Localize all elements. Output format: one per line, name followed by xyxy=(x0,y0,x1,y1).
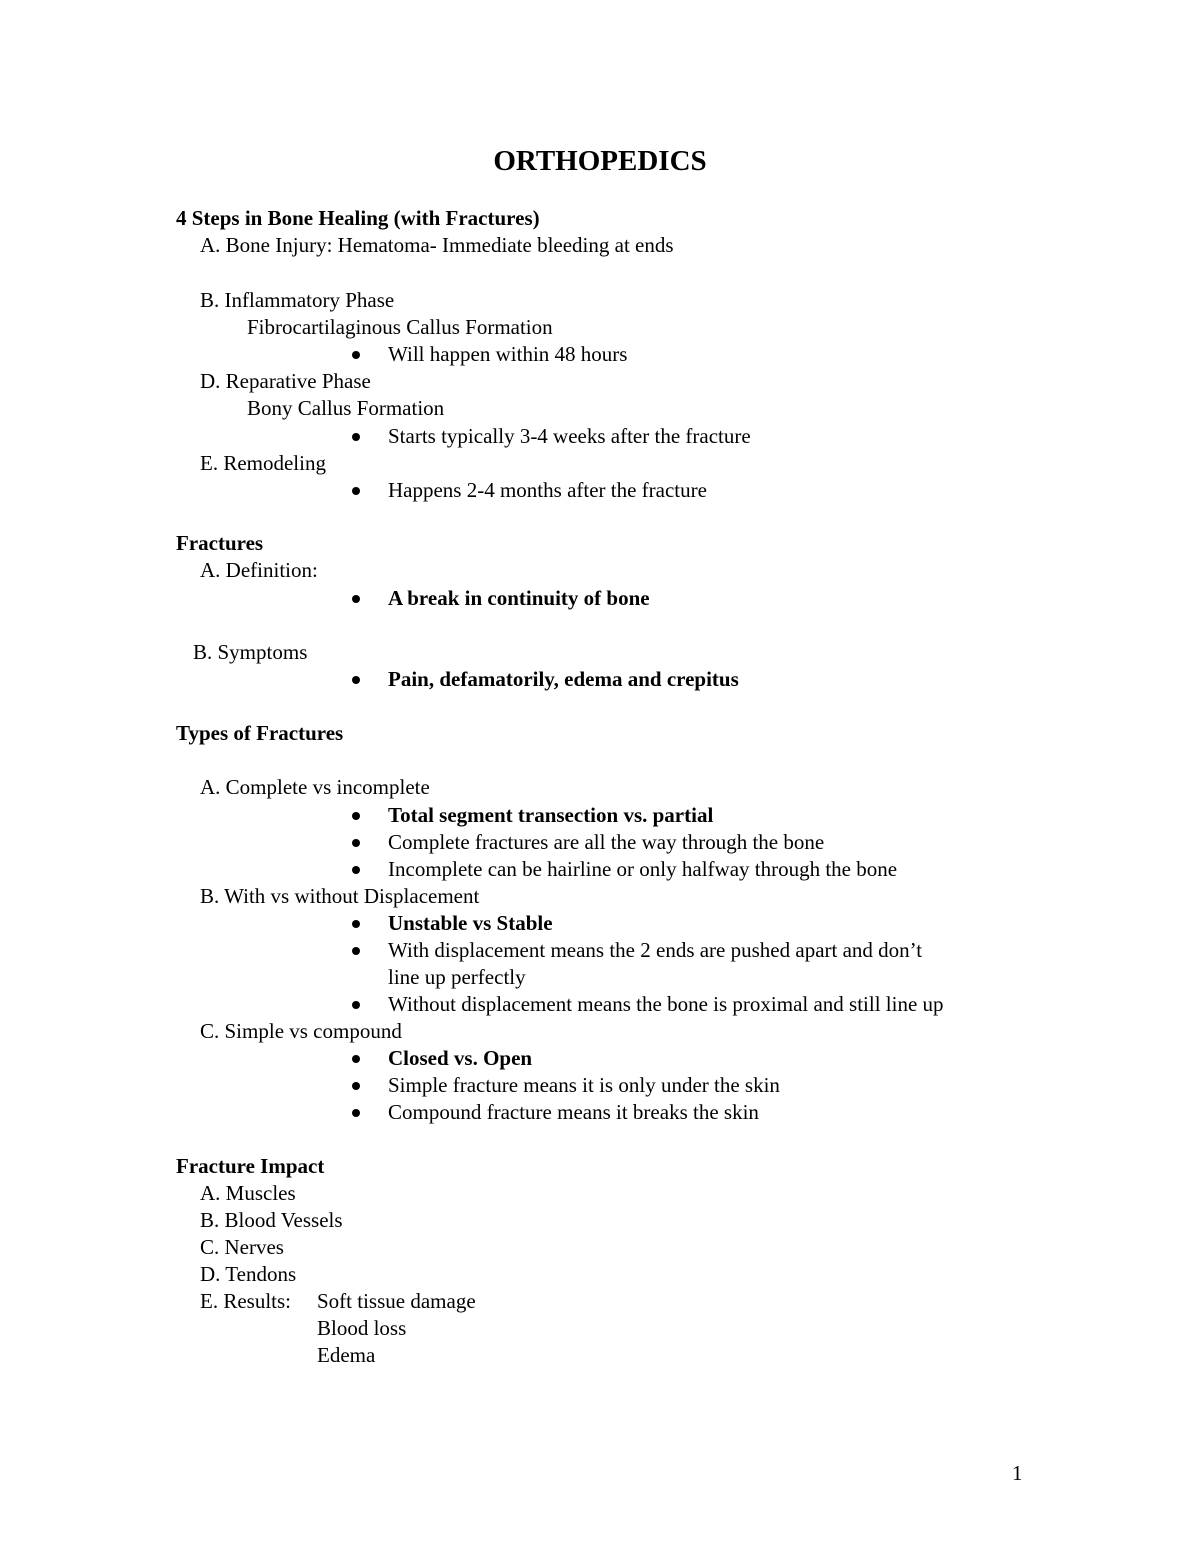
healing-item-d-subtitle: Bony Callus Formation xyxy=(247,396,445,420)
bullet-icon xyxy=(352,1055,360,1063)
types-item-c-bullet: Simple fracture means it is only under the skin xyxy=(388,1073,780,1097)
bullet-icon xyxy=(352,1082,360,1090)
bullet-icon xyxy=(352,595,360,603)
impact-result: Edema xyxy=(317,1343,376,1367)
bullet-icon xyxy=(352,839,360,847)
bullet-icon xyxy=(352,866,360,874)
impact-item: C. Nerves xyxy=(200,1235,284,1259)
fractures-item-a: A. Definition: xyxy=(200,558,318,582)
impact-item-e-label: E. Results: xyxy=(200,1289,292,1313)
page-title: ORTHOPEDICS xyxy=(493,145,707,177)
fractures-item-b-bullet: Pain, defamatorily, edema and crepitus xyxy=(388,667,739,691)
types-item-b-bullet: With displacement means the 2 ends are pushed apart and don’t xyxy=(388,938,923,962)
healing-item-d-bullet: Starts typically 3-4 weeks after the fracture xyxy=(388,424,751,448)
types-item-a: A. Complete vs incomplete xyxy=(200,775,430,799)
bullet-icon xyxy=(352,1109,360,1117)
healing-item-b-bullet: Will happen within 48 hours xyxy=(388,342,628,366)
impact-result: Blood loss xyxy=(317,1316,407,1340)
types-item-b-bullet: Unstable vs Stable xyxy=(388,911,553,935)
types-item-c-bullet: Compound fracture means it breaks the skin xyxy=(388,1100,759,1124)
section-heading-fractures: Fractures xyxy=(176,531,264,555)
healing-item-e: E. Remodeling xyxy=(200,451,326,475)
page-number: 1 xyxy=(1012,1461,1023,1485)
impact-item: A. Muscles xyxy=(200,1181,296,1205)
types-item-b-bullet: Without displacement means the bone is proximal and still line up xyxy=(388,992,944,1016)
section-heading-types: Types of Fractures xyxy=(176,721,344,745)
section-heading-impact: Fracture Impact xyxy=(176,1154,325,1178)
bullet-icon xyxy=(352,433,360,441)
bullet-icon xyxy=(352,351,360,359)
section-heading-healing: 4 Steps in Bone Healing (with Fractures) xyxy=(176,206,540,230)
impact-item: B. Blood Vessels xyxy=(200,1208,343,1232)
bullet-icon xyxy=(352,947,360,955)
impact-result: Soft tissue damage xyxy=(317,1289,476,1313)
healing-item-e-bullet: Happens 2-4 months after the fracture xyxy=(388,478,707,502)
types-item-c-bullet: Closed vs. Open xyxy=(388,1046,533,1070)
healing-item-a: A. Bone Injury: Hematoma- Immediate bleeding at ends xyxy=(200,233,674,257)
fractures-item-a-bullet: A break in continuity of bone xyxy=(388,586,650,610)
types-item-c: C. Simple vs compound xyxy=(200,1019,402,1043)
bullet-icon xyxy=(352,487,360,495)
types-item-a-bullet: Incomplete can be hairline or only halfway through the bone xyxy=(388,857,898,881)
healing-item-d: D. Reparative Phase xyxy=(200,369,371,393)
healing-item-b-subtitle: Fibrocartilaginous Callus Formation xyxy=(247,315,553,339)
fractures-item-b: B. Symptoms xyxy=(193,640,308,664)
bullet-icon xyxy=(352,812,360,820)
types-item-b: B. With vs without Displacement xyxy=(200,884,480,908)
bullet-icon xyxy=(352,676,360,684)
types-item-a-bullet: Total segment transection vs. partial xyxy=(388,803,714,827)
bullet-icon xyxy=(352,1001,360,1009)
healing-item-b: B. Inflammatory Phase xyxy=(200,288,395,312)
impact-item: D. Tendons xyxy=(200,1262,297,1286)
bullet-icon xyxy=(352,920,360,928)
types-item-a-bullet: Complete fractures are all the way through the bone xyxy=(388,830,825,854)
types-item-b-bullet-continuation: line up perfectly xyxy=(388,965,526,989)
